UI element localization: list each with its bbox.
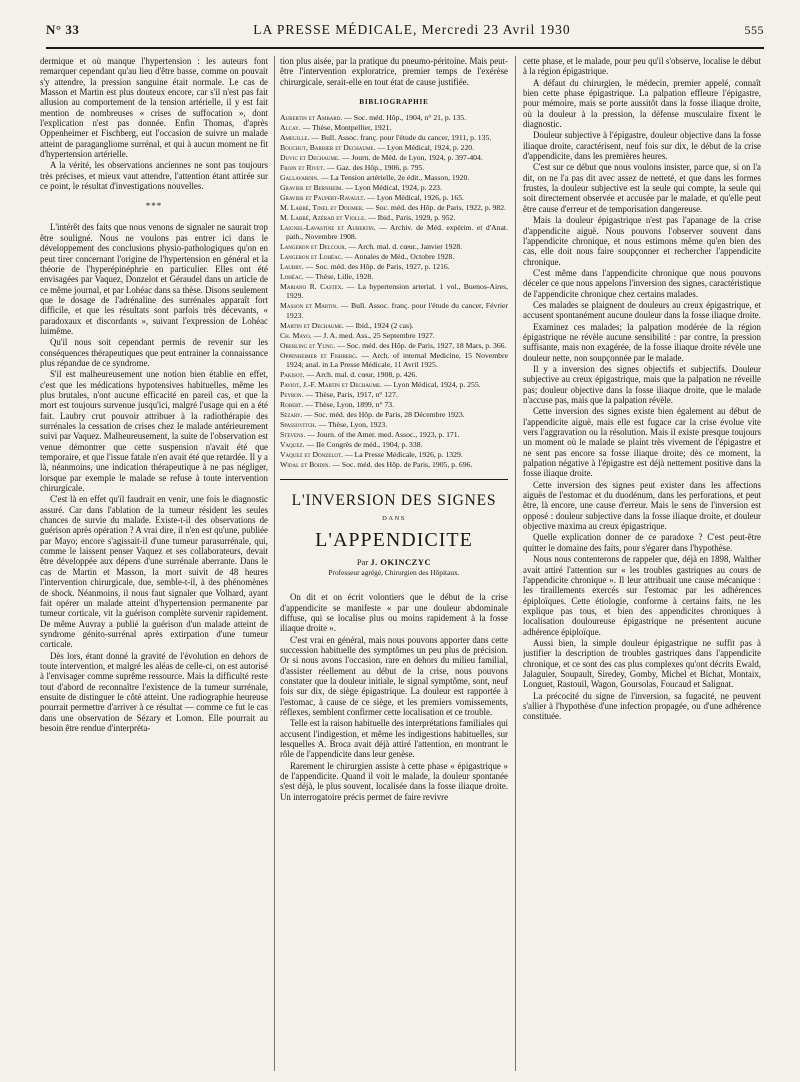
bibliography-entry — [280, 183, 508, 193]
bibliography-reference: — Bull. Assoc. franç. pour l'étude du cancer, Février 1923. — [286, 301, 508, 320]
page-number: 555 — [744, 23, 764, 37]
bibliography-reference: — Arch. of internal Medicine, 15 Novembre 1924; anal. in La Presse Médicale, 11 Avril 1925. — [286, 350, 508, 370]
bibliography-author: Laignel-Lavastine et Aubertin. — [280, 222, 376, 232]
bibliography-author: Vaquez. — [280, 439, 305, 449]
bibliography-author: Oberling et Yung. — [280, 340, 336, 350]
bibliography-reference: — Archiv. de Méd. expérim. et d'Anat. path., Novembre 1908. — [286, 222, 508, 242]
bibliography-entry — [280, 370, 508, 380]
paragraph: Douleur subjective à l'épigastre, douleur objective dans la fosse iliaque droite, caractérisent, neuf fois sur dix, le début de la crise d'appendicite, dans les premières heures. — [523, 130, 761, 162]
bibliography-reference: — Thèse, Paris, 1917, n° 127. — [303, 390, 398, 400]
bibliography-reference: — Bull. Assoc. franç. pour l'étude du cancer, 1911, p. 135. — [309, 133, 492, 143]
bibliography-entry — [280, 410, 508, 420]
bibliography-reference: — Lyon Médical, 1926, p. 165. — [365, 192, 464, 202]
bibliography-entry — [280, 153, 508, 163]
bibliography-entry — [280, 223, 508, 242]
bibliography-author: Ch. Mayo. — [280, 330, 312, 340]
bibliography-author: Masson et Martin. — [280, 301, 339, 311]
paragraph: S'il est malheureusement une notion bien établie en effet, c'est que les médications hypotensives habituelles, même les plus brutales, n'ont aucune efficacité en pareil cas, et que la mort est toujours survenue jusqu'ici, malgré l'usage qui en a été fait. Laubry crut pouvoir attribuer à la radiothérapie des surrénales la cessation de crises chez le malade antérieurement suivi par Vaquez. Malheureusement, la suite de l'observation est venue démontrer que cette suspension n'avait été que temporaire, et que l'issue fatale n'en avait été que retardée. Il y a là, néanmoins, une indication thérapeutique à ne pas négliger, lorsque par exemple le malade se refuse à toute intervention chirurgicale. — [40, 369, 268, 494]
journal-title: LA PRESSE MÉDICALE, Mercredi 23 Avril 1930 — [253, 22, 571, 37]
bibliography-entry — [280, 400, 508, 410]
paragraph: Cette inversion des signes existe bien également au début de l'appendicite aiguë, mais elle est fugace car la crise évolue vite vers l'aggravation ou la résolution. Mais il existe presque toujours un moment où le malade se plaint très vivement de l'épigastre et ne sent pas encore sa fosse iliaque droite; dès ce moment, la palpation négative à l'épigastre est déjà nettement positive dans la fosse iliaque droite. — [523, 406, 761, 479]
bibliography-entry — [280, 143, 508, 153]
article-divider — [280, 479, 508, 480]
bibliography-reference: — Soc. méd. des Hôp. de Paris, 1905, p. 696. — [330, 459, 473, 469]
bibliography-reference: — Thèse, Lyon, 1923. — [316, 419, 388, 429]
section-separator: *** — [145, 201, 163, 212]
bibliography-author: Ameuille. — [280, 133, 310, 143]
bibliography-entry — [280, 420, 508, 430]
bibliography-reference: — Lyon Médical, 1924, p. 255. — [381, 380, 481, 390]
bibliography-entry — [280, 440, 508, 450]
bibliography-entry — [280, 460, 508, 470]
article-title-main: L'APPENDICITE — [315, 528, 473, 551]
bibliography-author: Pakisot. — [280, 370, 305, 380]
bibliography-reference: — Thèse, Lyon, 1899, n° 73. — [303, 400, 395, 409]
bibliography-entry — [280, 282, 508, 301]
bibliography-author: Peyron. — [280, 390, 304, 400]
bibliography-reference: — Soc. méd. des Hôp. de Paris, 28 Décembre 1923. — [302, 409, 465, 419]
paragraph: tion plus aisée, par la pratique du pneumo-péritoine. Mais peut-être l'intervention exploratrice, premier temps de l'exérèse chirurgicale, serait-elle en tout état de cause justifiée. — [280, 56, 508, 87]
issue-number: N° 33 — [46, 22, 80, 37]
bibliography-entry — [280, 390, 508, 400]
bibliography-entry — [280, 163, 508, 173]
bibliography-author: Duvic et Dechaume. — [280, 153, 340, 163]
bibliography-author: Widal et Boidin. — [280, 459, 331, 469]
paragraph: Nous nous contenterons de rappeler que, déjà en 1898, Walther avait attiré l'attention sur « les troubles gastriques au cours de l'appendicite chronique ». Il leur attribuait une cause mécanique : les tiraillements exercés sur l'estomac par les adhérences épiploïques. Cette étiologie, conforme à certains faits, ne les explique pas tous, et bien des appendicites chroniques à localisation douloureuse épigastrique ne présentent aucune adhérence épiploïque. — [523, 554, 761, 637]
bibliography-reference: — Arch. mal. d. cœur, 1908, p. 426. — [304, 370, 418, 380]
paragraph: Qu'il nous soit cependant permis de revenir sur les conséquences thérapeutiques que peut entrainer la connaissance plus répandue de ce syndrome. — [40, 337, 268, 368]
bibliography-reference: — Journ. de Méd. de Lyon, 1924, p. 397-404. — [339, 153, 483, 163]
paragraph: Il y a inversion des signes objectifs et subjectifs. Douleur subjective au creux épigastrique, mais que la palpation ne réveille pas; douleur objective dans la fosse iliaque droite, que le malade n'accuse pas, mais que la palpation révèle. — [523, 363, 761, 405]
bibliography-author: Sézary. — [280, 409, 303, 419]
column-3 — [523, 56, 761, 1071]
paragraph: Mais la douleur épigastrique n'est pas l'apanage de la crise d'appendicite aiguë. Nous pouvons l'observer souvent dans l'appendicite chronique, et nous estimons même qu'en bien des cas, elle doit nous faire soupçonner et rechercher l'appendicite chronique. — [523, 215, 761, 267]
paragraph: A la vérité, les observations anciennes ne sont pas toujours très précises, et mieux vaut attendre, l'attention étant attirée sur ce point, le résultat d'investigations nouvelles. — [40, 160, 268, 192]
paragraph: On dit et on écrit volontiers que le début de la crise d'appendicite se manifeste « par une douleur abdominale diffuse, qui se localise plus ou moins rapidement à la fosse iliaque droite ». — [280, 592, 508, 634]
bibliography-author: Robert. — [280, 400, 304, 409]
author-role: Professeur agrégé, Chirurgien des Hôpitaux. — [328, 567, 460, 577]
bibliography-reference: — Soc. méd. Hôp., 1904, n° 21, p. 135. — [342, 113, 466, 123]
paragraph: Quelle explication donner de ce paradoxe ? C'est peut-être quitter le domaine des faits, pour s'égarer dans l'hypothèse. — [523, 532, 761, 553]
bibliography-reference: — Lyon Médical, 1924, p. 223. — [343, 182, 442, 192]
column-rule — [515, 56, 516, 1071]
bibliography-author: Gravier et Paupert-Ravault. — [280, 192, 366, 202]
bibliography-entry — [280, 341, 508, 351]
bibliography-entry — [280, 321, 508, 331]
bibliography-reference: — Soc. méd. des Hôp. de Paris, 1927, p. 1216. — [303, 262, 450, 272]
bibliography-reference: — La Presse Médicale, 1926, p. 1329. — [342, 449, 463, 459]
paragraph: A défaut du chirurgien, le médecin, premier appelé, connaît bien cette phase épigastrique. La palpation effleure l'épigastre, pour mémoire, mais se porte aussitôt dans la fosse iliaque droite, où la douleur à la pression, la défense musculaire fixent le diagnostic. — [523, 77, 761, 130]
bibliography-reference: — Thèse, Montpellier, 1921. — [300, 123, 392, 133]
article-title: L'INVERSION DES SIGNES — [291, 492, 497, 510]
bibliography-author: Stevens. — [280, 429, 306, 439]
bibliography-reference: — Gaz. des Hôp., 1906, p. 795. — [324, 163, 425, 173]
bibliography-author: Vaquez et Donzelot. — [280, 449, 343, 459]
bibliography-entry — [280, 123, 508, 133]
bibliography-author: Aubertin et Ambard. — [280, 113, 343, 123]
paragraph: Cette inversion des signes peut exister dans les affections aiguës de l'estomac et du duodénum, dans les perforations, et peut être, là encore, une cause d'erreur. Mais le sens de l'inversion est opposé : douleur subjective dans la fosse iliaque droite, et douleur objective maxima au creux épigastrique. — [523, 479, 761, 532]
bibliography-author: Alcay. — [280, 123, 301, 133]
bibliography-reference: — Thèse, Lille, 1928. — [303, 271, 374, 281]
bibliography-author: Mariano R. Castex. — [280, 281, 344, 291]
bibliography-entry — [280, 242, 508, 252]
column-2 — [280, 56, 508, 1071]
article-author — [280, 557, 508, 567]
bibliography-author: Langeron et Delcour. — [280, 242, 347, 252]
paragraph: Dès lors, étant donné la gravité de l'évolution en dehors de toute intervention, et malgré les aléas de celle-ci, on est autorisé à l'envisager comme suprême ressource. Mais la difficulté reste tout d'abord de reconnaître l'existence de la tumeur surrénale, ensuite de distinguer le côté atteint. Une radiographie heureuse pourrait permettre d'arriver à ce résultat — comme ce fut le cas dans une observation de Sézary et Lomon. Elle pourrait au besoin être rendue d'interpréta- — [40, 650, 268, 733]
bibliography-entry — [280, 301, 508, 320]
page-header — [46, 22, 764, 49]
bibliography-entry — [280, 430, 508, 440]
bibliography-entry — [280, 173, 508, 183]
bibliography-reference: — Arch. mal. d. cœur., Janvier 1928. — [346, 242, 463, 252]
bibliography-reference: — Annales de Méd., Octobre 1928. — [342, 252, 455, 262]
bibliography-reference: — IIe Congrès de méd., 1904, p. 338. — [304, 439, 423, 449]
author-prefix: Par — [356, 556, 371, 567]
bibliography-author: Bouchut, Barbier et Dechaume. — [280, 143, 376, 153]
bibliography-author: Gravier et Bernheim. — [280, 182, 344, 192]
bibliography-entry — [280, 331, 508, 341]
bibliography-entry — [280, 351, 508, 370]
paragraph: C'est vrai en général, mais nous pouvons apporter dans cette succession habituelle des symptômes un peu plus de précision. Or si nous avons l'occasion, rare en dehors du milieu familial, d'assister réellement au début de la crise, nous pouvons constater que la douleur initiale, le signal symptôme, sont, neuf fois sur dix, de siège épigastrique. La douleur est rapportée à l'estomac, à cause de ce siège, et les premiers vomissements, réflexes, semblent confirmer cette localisation et ce trouble. — [280, 634, 508, 717]
bibliography-list — [280, 113, 508, 469]
bibliography-author: Lohéac. — [280, 271, 304, 281]
bibliography-reference: — La hypertension arterial. 1 vol., Buenos-Aires, 1929. — [286, 281, 508, 301]
bibliography-entry — [280, 262, 508, 272]
paragraph: Rarement le chirurgien assiste à cette phase « épigastrique » de l'appendicite. Quand il voit le malade, la douleur spontanée s'est déjà, le plus souvent, localisée dans la fosse iliaque droite. Un interrogatoire précis permet de faire revivre — [280, 760, 508, 802]
bibliography-author: Martin et Dechaume. — [280, 320, 344, 330]
bibliography-entry — [280, 252, 508, 262]
bibliography-author: M. Labbé, Tinel et Doumer. — [280, 202, 364, 212]
paragraph: dermique et où manque l'hypertension : les auteurs font remarquer cependant qu'au lieu d'être basse, comme on pouvait s'y attendre, la pression sanguine était normale. Le cas de Masson et Martin est plus douteux encore, car s'il n'est pas fait allusion au comportement de la tension artérielle, il y est fait mention de nombreuses « crises de suffocation », dont l'explication n'est pas donnée. Enfin Thomas, d'après Oppenheimer et Fischberg, eut l'occasion de suivre un malade atteint de paragangliome surrénal, et qui à aucun moment ne fit d'hypertension artérielle. — [40, 56, 268, 160]
bibliography-entry — [280, 450, 508, 460]
paragraph: La précocité du signe de l'inversion, sa fugacité, ne peuvent s'allier à l'hypothèse d'une infection propagée, ou d'une adhérence constituée. — [523, 690, 761, 722]
author-name: J. OKINCZYC — [370, 556, 432, 567]
bibliography-reference: — J. A. med. Ass., 25 Septembre 1927. — [311, 330, 435, 340]
bibliography-reference: — Journ. of the Amer. med. Assoc., 1923, p. 171. — [305, 429, 460, 439]
paragraph: C'est même dans l'appendicite chronique que nous pouvons déceler ce que nous appelons l'inversion des signes, caractéristique de l'appendicite chronique chez certains malades. — [523, 267, 761, 299]
bibliography-author: Langeron et Lohéac. — [280, 252, 343, 262]
bibliography-reference: — Soc. méd. des Hôp. de Paris, 1927, 18 Mars, p. 366. — [335, 340, 507, 350]
paragraph: Ces malades se plaignent de douleurs au creux épigastrique, et accusent spontanément aucune douleur dans la fosse iliaque droite. — [523, 299, 761, 321]
bibliography-author: Spassovitch. — [280, 419, 317, 429]
bibliography-entry — [280, 113, 508, 123]
bibliography-heading: BIBLIOGRAPHIE — [359, 98, 429, 107]
bibliography-entry — [280, 213, 508, 223]
bibliography-reference: — Ibid., 1924 (2 cas). — [343, 320, 414, 330]
paragraph: C'est sur ce début que nous voulons insister, parce que, si on l'a dit, on ne l'a pas dit avec assez de netteté, et que dans les formes frustes, la douleur subjective est la seule qui compte, la seule qui soit directement observée et accusée par le malade, et qu'elle peut être cause d'erreur et de temporisation dangereuse. — [523, 162, 761, 214]
paragraph: C'est là en effet qu'il faudrait en venir, une fois le diagnostic assuré. Car dans l'ablation de la tumeur résident les seules chances de survie du malade. Existe-t-il des observations de guérison après opération ? A vrai dire, il n'en est qu'une, publiée par Mayo; encore s'agissait-il d'une tumeur parasurrénale, qui, comme le laissent penser Vaquez et ses collaborateurs, devait être développée aux dépens d'une surrénale aberrante. Dans le cas de Martin et Masson, la mort suivit de 48 heures l'intervention chirurgicale, due, semble-t-il, à des phénomènes de shock. Néanmoins, il nous faut signaler que Volhard, ayant fait opérer un malade atteint d'hypertension permanente par tumeur corticale, vit la guérison complète survenir rapidement. De même Auvray a publié la guérison d'un malade atteint de syndrome génito-surrénal après extirpation d'une tumeur corticale. — [40, 494, 268, 650]
bibliography-reference: — Lyon Médical, 1924, p. 220. — [375, 143, 475, 153]
article-title-connector: DANS — [382, 515, 406, 523]
bibliography-entry — [280, 380, 508, 390]
column-rule — [274, 56, 275, 1071]
bibliography-author: Oppenheimer et Fishberg. — [280, 350, 358, 360]
column-1 — [40, 56, 268, 1071]
bibliography-reference: — La Tension artérielle, 2e édit., Masson, 1920. — [318, 173, 470, 182]
bibliography-author: Gallavardin. — [280, 173, 319, 182]
bibliography-entry — [280, 203, 508, 213]
bibliography-entry — [280, 272, 508, 282]
bibliography-author: M. Labbé, Azérad et Violle. — [280, 212, 367, 222]
paragraph: Aussi bien, la simple douleur épigastrique ne suffit pas à justifier la description de troubles gastriques dans l'appendicite chronique, et ce sont des cas plus complexes qu'ont décrits Ewald, Jalaguier, Soupault, Siredey, Gomby, Michel et Bichat, Montaix, Longuet, Rastouil, Wagon, Goursolas, Foucaud et Salignat. — [523, 637, 761, 690]
bibliography-author: Laubry. — [280, 262, 304, 272]
bibliography-reference: — Ibid., Paris, 1929, p. 952. — [366, 212, 456, 222]
paragraph: cette phase, et le malade, pour peu qu'il s'observe, localise le début à la région épigastrique. — [523, 56, 761, 77]
paragraph: Telle est la raison habituelle des interprétations familiales qui accusent l'indigestion, et même les indigestions habituelles, sur lesquelles A. Broca avait déjà attiré l'attention, en montrant le rôle de l'appendicite dans leur genèse. — [280, 718, 508, 760]
paragraph: Examinez ces malades; la palpation modérée de la région épigastrique ne révèle aucune sensibilité : par contre, la pression suffisante, mais non exagérée, de la fosse iliaque droite révèle une douleur nette, non soupçonnée par le malade. — [523, 321, 761, 363]
bibliography-author: Paviot, J.-F. Martin et Dechaume. — [280, 380, 382, 390]
paragraph: L'intérêt des faits que nous venons de signaler ne saurait trop être souligné. Nous ne voulons pas entrer ici dans le développement des conclusions physio-pathologiques qu'on en peut tirer concernant l'origine de l'hypertension en général et la théorie de l'hyperépinéphrie en particulier. Elles ont été envisagées par Vaquez, Donzelot et Géraudel dans un article de ce même journal, et par Lohéac dans sa thèse. Disons seulement que le dosage de l'adrénaline des surrénales apparaît fort difficile, et que les résultats sont parfois très décevants, « paradoxaux et discordants », suivant l'expression de Lohéac luimême. — [40, 222, 268, 336]
bibliography-author: Froin et Rivet. — [280, 163, 325, 173]
bibliography-reference: — Soc. méd. des Hôp. de Paris, 1922, p. 982. — [363, 202, 506, 212]
bibliography-entry — [280, 193, 508, 203]
bibliography-entry — [280, 133, 508, 143]
